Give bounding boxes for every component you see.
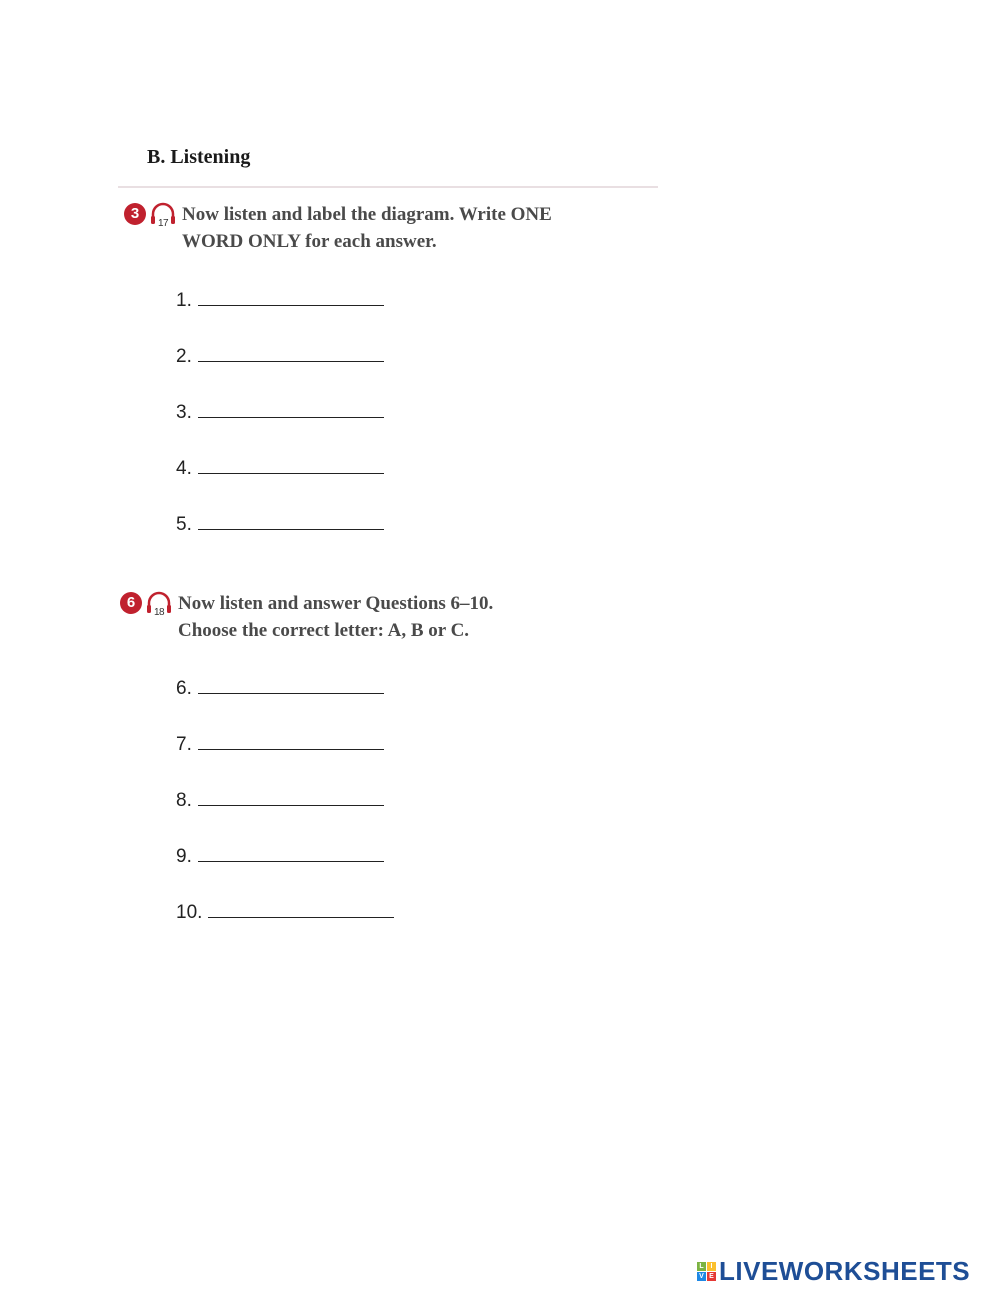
answer-number: 5.: [176, 514, 192, 535]
answer-item: [176, 397, 384, 453]
headphones-icon: [145, 590, 173, 616]
answer-number: 10.: [176, 902, 203, 923]
answer-blank-3[interactable]: [198, 397, 384, 418]
audio-track-number: 17: [157, 218, 169, 229]
instruction-text: Now listen and answer Questions 6–10. Choose the correct letter: A, B or C.: [178, 593, 494, 641]
answer-item: [176, 509, 384, 565]
answer-blank-6[interactable]: [198, 673, 384, 694]
logo-mark-icon: [697, 1262, 716, 1281]
answer-blank-9[interactable]: [198, 841, 384, 862]
answer-blank-2[interactable]: [198, 341, 384, 362]
answer-item: [176, 341, 384, 397]
answer-number: 6.: [176, 678, 192, 699]
answer-number: 9.: [176, 846, 192, 867]
answer-blank-10[interactable]: [208, 897, 394, 918]
answer-blank-1[interactable]: [198, 285, 384, 306]
answer-item: [176, 453, 384, 509]
audio-track-number: 18: [153, 607, 165, 618]
logo-text: LIVEWORKSHEETS: [719, 1256, 971, 1286]
answer-number: 3.: [176, 402, 192, 423]
answer-blank-8[interactable]: [198, 785, 384, 806]
exercise-6-instruction: [120, 590, 493, 644]
exercise-3-instruction: [124, 201, 552, 255]
headphones-icon: [149, 201, 177, 227]
answer-item: [176, 285, 384, 341]
answer-number: 7.: [176, 734, 192, 755]
answer-item: [176, 673, 394, 729]
answer-list-1-5: [176, 285, 384, 565]
answer-number: 4.: [176, 458, 192, 479]
logo-mark-letter: I: [707, 1262, 716, 1271]
answer-number: 1.: [176, 290, 192, 311]
logo-mark-letter: E: [707, 1272, 716, 1281]
answer-item: [176, 841, 394, 897]
liveworksheets-logo: [697, 1256, 970, 1287]
answer-blank-5[interactable]: [198, 509, 384, 530]
section-heading: B. Listening: [147, 146, 251, 168]
answer-item: [176, 729, 394, 785]
answer-number: 2.: [176, 346, 192, 367]
answer-number: 8.: [176, 790, 192, 811]
exercise-number-badge: 3: [124, 203, 146, 225]
divider: [118, 186, 658, 188]
answer-item: [176, 897, 394, 953]
answer-item: [176, 785, 394, 841]
instruction-text: Now listen and label the diagram. Write ONE WORD ONLY for each answer.: [182, 204, 552, 252]
answer-list-6-10: [176, 673, 394, 953]
logo-mark-letter: V: [697, 1272, 706, 1281]
logo-mark-letter: L: [697, 1262, 706, 1271]
exercise-number-badge: 6: [120, 592, 142, 614]
answer-blank-7[interactable]: [198, 729, 384, 750]
answer-blank-4[interactable]: [198, 453, 384, 474]
